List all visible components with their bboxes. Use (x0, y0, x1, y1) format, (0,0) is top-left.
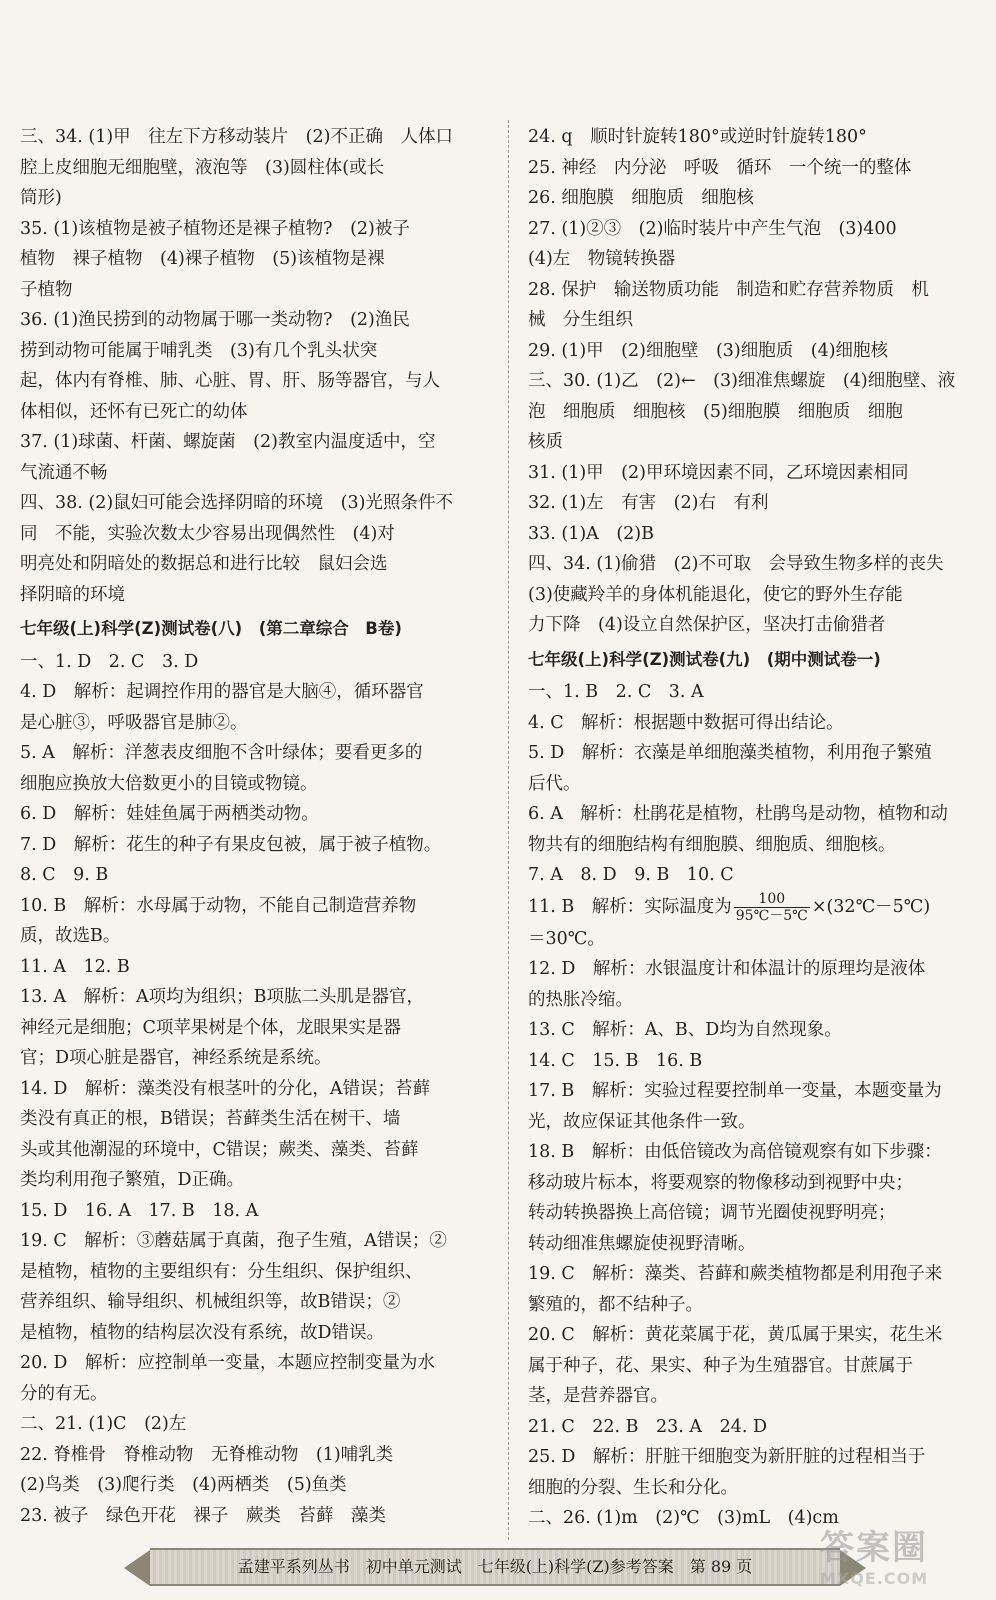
answer-line: 捞到动物可能属于哺乳类 (3)有几个乳头状突 (20, 340, 378, 361)
answer-line: 核质 (528, 432, 563, 452)
answer-line: 繁殖的，都不结种子。 (528, 1294, 703, 1315)
answer-line: 七年级(上)科学(Z)测试卷(八) (第二章综合 B卷) (20, 619, 402, 638)
answer-line: 7. D 解析：花生的种子有果皮包被，属于被子植物。 (20, 834, 442, 855)
answer-11-suffix: ×(32℃－5℃) (811, 896, 931, 917)
answer-line: 7. A 8. D 9. B 10. C (528, 865, 734, 885)
answer-line: (2)鸟类 (3)爬行类 (4)两栖类 (5)鱼类 (20, 1475, 347, 1495)
answer-line: 二、26. (1)m (2)℃ (3)mL (4)cm (528, 1508, 839, 1528)
answer-line: 5. D 解析：衣藻是单细胞藻类植物，利用孢子繁殖 (528, 743, 932, 763)
fraction-numerator: 100 (734, 891, 810, 908)
answer-line: 是心脏③，呼吸器官是肺②。 (20, 712, 248, 733)
answer-line: 8. C 9. B (20, 865, 109, 885)
answer-line: 植物 裸子植物 (4)裸子植物 (5)该植物是裸 (20, 249, 385, 269)
answer-line: 光，故应保证其他条件一致。 (528, 1111, 756, 1132)
answer-line: 29. (1)甲 (2)细胞壁 (3)细胞质 (4)细胞核 (528, 340, 889, 361)
footer-text: 孟建平系列丛书 初中单元测试 七年级(上)科学(Z)参考答案 第 89 页 (237, 1557, 753, 1576)
answer-line: 10. B 解析：水母属于动物，不能自己制造营养物 (20, 895, 417, 916)
answer-line: 力下降 (4)设立自然保护区，坚决打击偷猎者 (528, 615, 886, 635)
watermark-logo (820, 1520, 990, 1590)
answer-line: 36. (1)渔民捞到的动物属于哪一类动物? (2)渔民 (20, 310, 410, 330)
answer-line: 子植物 (20, 279, 73, 300)
answer-line: 头或其他潮湿的环境中，C错误；蕨类、藻类、苔藓 (20, 1139, 419, 1160)
answer-line: 19. C 解析：③蘑菇属于真菌，孢子生殖，A错误；② (20, 1231, 447, 1251)
answer-line: 一、1. B 2. C 3. A (528, 682, 704, 702)
answer-line: 营养组织、输导组织、机械组织等，故B错误；② (20, 1292, 401, 1312)
answer-line: 四、38. (2)鼠妇可能会选择阴暗的环境 (3)光照条件不 (20, 493, 453, 513)
answer-line: 转动细准焦螺旋使视野清晰。 (528, 1233, 756, 1254)
left-column (20, 122, 480, 1531)
answer-line: 20. C 解析：黄花菜属于花，黄瓜属于果实，花生米 (528, 1325, 943, 1345)
answer-line: 25. D 解析：肝脏干细胞变为新肝脏的过程相当于 (528, 1447, 926, 1467)
answer-line: 类均利用孢子繁殖，D正确。 (20, 1170, 245, 1190)
answer-line: 14. C 15. B 16. B (528, 1050, 703, 1071)
answer-line: 17. B 解析：实验过程要控制单一变量，本题变量为 (528, 1081, 942, 1101)
answer-line: 细胞的分裂、生长和分化。 (528, 1477, 738, 1498)
answer-line: 33. (1)A (2)B (528, 523, 654, 544)
temperature-fraction (734, 891, 810, 924)
answer-line: 属于种子，花、果实、种子为生殖器官。甘蔗属于 (528, 1355, 913, 1376)
answer-line: 6. A 解析：杜鹃花是植物，杜鹃鸟是动物，植物和动 (528, 804, 948, 824)
answer-11-line (528, 891, 980, 924)
answer-line: 择阴暗的环境 (20, 584, 125, 605)
answer-line: 茎，是营养器官。 (528, 1386, 668, 1406)
answer-line: 是植物，植物的主要组织有：分生组织、保护组织、 (20, 1261, 423, 1282)
answer-line: 19. C 解析：藻类、苔藓和蕨类植物都是利用孢子来 (528, 1264, 943, 1284)
answer-line: 三、34. (1)甲 往左下方移动装片 (2)不正确 人体口 (20, 127, 453, 147)
answer-line: 15. D 16. A 17. B 18. A (20, 1200, 259, 1221)
answer-line: 22. 脊椎骨 脊椎动物 无脊椎动物 (1)哺乳类 (20, 1444, 394, 1465)
answer-line: 27. (1)②③ (2)临时装片中产生气泡 (3)400 (528, 218, 897, 239)
answer-11-prefix: 11. B 解析：实际温度为 (528, 896, 732, 917)
answer-line: 37. (1)球菌、杆菌、螺旋菌 (2)教室内温度适中，空 (20, 432, 436, 452)
answer-line: 类没有真正的根，B错误；苔藓类生活在树干、墙 (20, 1109, 401, 1129)
answer-line: 官；D项心脏是器官，神经系统是系统。 (20, 1048, 332, 1068)
answer-line: 31. (1)甲 (2)甲环境因素不同，乙环境因素相同 (528, 462, 909, 483)
fraction-denominator: 95℃－5℃ (735, 907, 808, 924)
answer-line: 神经元是细胞；C项苹果树是个体，龙眼果实是器 (20, 1017, 401, 1038)
answer-line: 七年级(上)科学(Z)测试卷(九) (期中测试卷一) (528, 649, 881, 669)
answer-line: 23. 被子 绿色开花 裸子 蕨类 苔藓 藻类 (20, 1505, 386, 1526)
answer-line: 5. A 解析：洋葱表皮细胞不含叶绿体；要看更多的 (20, 743, 423, 763)
answer-line: 气流通不畅 (20, 462, 108, 483)
answer-line: 25. 神经 内分泌 呼吸 循环 一个统一的整体 (528, 157, 912, 178)
answer-11-line2: ＝30℃。 (528, 928, 605, 949)
answer-line: 35. (1)该植物是被子植物还是裸子植物? (2)被子 (20, 218, 410, 239)
answer-line: 18. B 解析：由低倍镜改为高倍镜观察有如下步骤： (528, 1142, 942, 1162)
answer-line: 三、30. (1)乙 (2)← (3)细准焦螺旋 (4)细胞壁、液 (528, 371, 956, 391)
footer-arrow-left-icon (124, 1550, 150, 1586)
answer-line: 质，故选B。 (20, 926, 121, 946)
answer-line: 4. D 解析：起调控作用的器官是大脑④，循环器官 (20, 682, 424, 702)
answer-line: (3)使藏羚羊的身体机能退化，使它的野外生存能 (528, 584, 903, 605)
answer-line: 体相似，还怀有已死亡的幼体 (20, 401, 248, 422)
answer-line: 明亮处和阴暗处的数据总和进行比较 鼠妇会选 (20, 554, 388, 574)
right-column (528, 122, 980, 1534)
answer-line: 的热胀冷缩。 (528, 989, 633, 1010)
answer-line: 后代。 (528, 773, 581, 794)
answer-line: 物共有的细胞结构有细胞膜、细胞质、细胞核。 (528, 834, 896, 855)
answer-line: 起，体内有脊椎、肺、心脏、胃、肝、肠等器官，与人 (20, 371, 440, 391)
answer-line: 二、21. (1)C (2)左 (20, 1414, 187, 1434)
answer-line: 同 不能，实验次数太少容易出现偶然性 (4)对 (20, 523, 395, 544)
answer-line: 腔上皮细胞无细胞壁，液泡等 (3)圆柱体(或长 (20, 157, 385, 178)
answer-line: 32. (1)左 有害 (2)右 有利 (528, 493, 769, 513)
answer-line: 是植物，植物的结构层次没有系统，故D错误。 (20, 1322, 385, 1343)
watermark-small: MXQE.COM (820, 1569, 929, 1588)
page-footer (150, 1548, 840, 1586)
answer-line: 26. 细胞膜 细胞质 细胞核 (528, 188, 754, 208)
watermark-big: 答案圈 (820, 1528, 928, 1568)
answer-line: 6. D 解析：娃娃鱼属于两栖类动物。 (20, 804, 319, 824)
answer-line: 13. C 解析：A、B、D均为自然现象。 (528, 1020, 842, 1040)
answer-line: 28. 保护 输送物质功能 制造和贮存营养物质 机 (528, 279, 929, 300)
answer-line: 一、1. D 2. C 3. D (20, 651, 199, 672)
answer-line: 筒形) (20, 188, 62, 208)
column-divider (508, 120, 509, 1540)
answer-line: 11. A 12. B (20, 956, 130, 977)
right-column-part-a (528, 122, 980, 891)
answer-line: 12. D 解析：水银温度计和体温计的原理均是液体 (528, 959, 926, 979)
answer-line: 细胞应换放大倍数更小的目镜或物镜。 (20, 773, 318, 794)
right-column-part-b (528, 954, 980, 1534)
answer-line: 械 分生组织 (528, 310, 633, 330)
answer-line: 转动转换器换上高倍镜；调节光圈使视野明亮； (528, 1203, 896, 1223)
answer-line: 移动玻片标本，将要观察的物像移动到视野中央； (528, 1172, 913, 1193)
answer-line: 24. q 顺时针旋转180°或逆时针旋转180° (528, 127, 867, 147)
answer-line: 4. C 解析：根据题中数据可得出结论。 (528, 712, 844, 733)
answer-line: 13. A 解析：A项均为组织；B项肱二头肌是器官， (20, 987, 425, 1007)
answer-line: 分的有无。 (20, 1383, 108, 1404)
answer-line: 四、34. (1)偷猎 (2)不可取 会导致生物多样的丧失 (528, 554, 944, 574)
answer-line: (4)左 物镜转换器 (528, 249, 676, 269)
answer-line: 21. C 22. B 23. A 24. D (528, 1416, 767, 1437)
answer-line: 20. D 解析：应控制单一变量，本题应控制变量为水 (20, 1353, 435, 1373)
answer-line: 泡 细胞质 细胞核 (5)细胞膜 细胞质 细胞 (528, 401, 903, 422)
answer-line: 14. D 解析：藻类没有根茎叶的分化，A错误；苔藓 (20, 1078, 431, 1099)
